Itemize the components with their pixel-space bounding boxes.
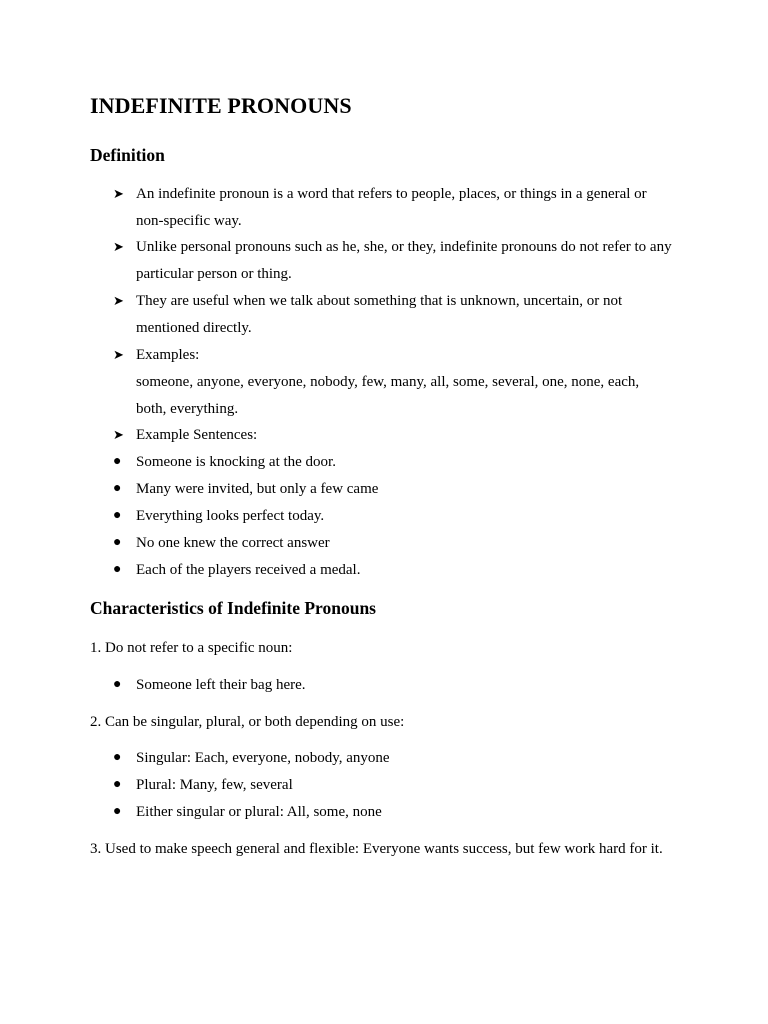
arrow-bullet-icon: ➤ (113, 347, 124, 362)
definition-item-3-line-1: They are useful when we talk about something that is unknown, uncertain, or not (136, 293, 623, 309)
definition-item-1-line-2: non-specific way. (136, 213, 242, 229)
definition-item-3-line-2: mentioned directly. (136, 320, 252, 336)
dot-bullet-icon: ● (113, 677, 122, 692)
example-sentence: Everything looks perfect today. (136, 508, 325, 524)
characteristic-point-2: 2. Can be singular, plural, or both depending on use: (90, 714, 405, 730)
definition-item-2-line-2: particular person or thing. (136, 266, 292, 282)
characteristic-example: Plural: Many, few, several (136, 777, 293, 793)
dot-bullet-icon: ● (113, 750, 122, 765)
definition-item-4-line-3: both, everything. (136, 401, 239, 417)
arrow-bullet-icon: ➤ (113, 239, 124, 254)
characteristics-heading: Characteristics of Indefinite Pronouns (90, 598, 376, 618)
arrow-bullet-icon: ➤ (113, 293, 124, 308)
dot-bullet-icon: ● (113, 481, 122, 496)
definition-item-1-line-1: An indefinite pronoun is a word that refers to people, places, or things in a general or (136, 186, 647, 202)
definition-item-5-line-1: Example Sentences: (136, 427, 258, 443)
arrow-bullet-icon: ➤ (113, 427, 124, 442)
dot-bullet-icon: ● (113, 508, 122, 523)
definition-item-4-line-1: Examples: (136, 347, 200, 363)
definition-heading: Definition (90, 145, 165, 165)
dot-bullet-icon: ● (113, 454, 122, 469)
definition-item-4-line-2: someone, anyone, everyone, nobody, few, many, all, some, several, one, none, each, (136, 374, 640, 390)
characteristic-point-1: 1. Do not refer to a specific noun: (90, 640, 293, 656)
page-title: INDEFINITE PRONOUNS (90, 93, 352, 118)
arrow-bullet-icon: ➤ (113, 186, 124, 201)
characteristic-point-3: 3. Used to make speech general and flexible: Everyone wants success, but few work hard for it. (90, 841, 663, 857)
example-sentence: No one knew the correct answer (136, 535, 330, 551)
example-sentence: Many were invited, but only a few came (136, 481, 379, 497)
dot-bullet-icon: ● (113, 777, 122, 792)
characteristic-example: Singular: Each, everyone, nobody, anyone (136, 750, 390, 766)
dot-bullet-icon: ● (113, 535, 122, 550)
dot-bullet-icon: ● (113, 562, 122, 577)
example-sentence: Someone is knocking at the door. (136, 454, 336, 470)
example-sentence: Each of the players received a medal. (136, 562, 361, 578)
characteristic-example: Either singular or plural: All, some, none (136, 804, 382, 820)
dot-bullet-icon: ● (113, 804, 122, 819)
definition-item-2-line-1: Unlike personal pronouns such as he, she, or they, indefinite pronouns do not refer to any (136, 239, 672, 255)
characteristic-example: Someone left their bag here. (136, 677, 306, 693)
